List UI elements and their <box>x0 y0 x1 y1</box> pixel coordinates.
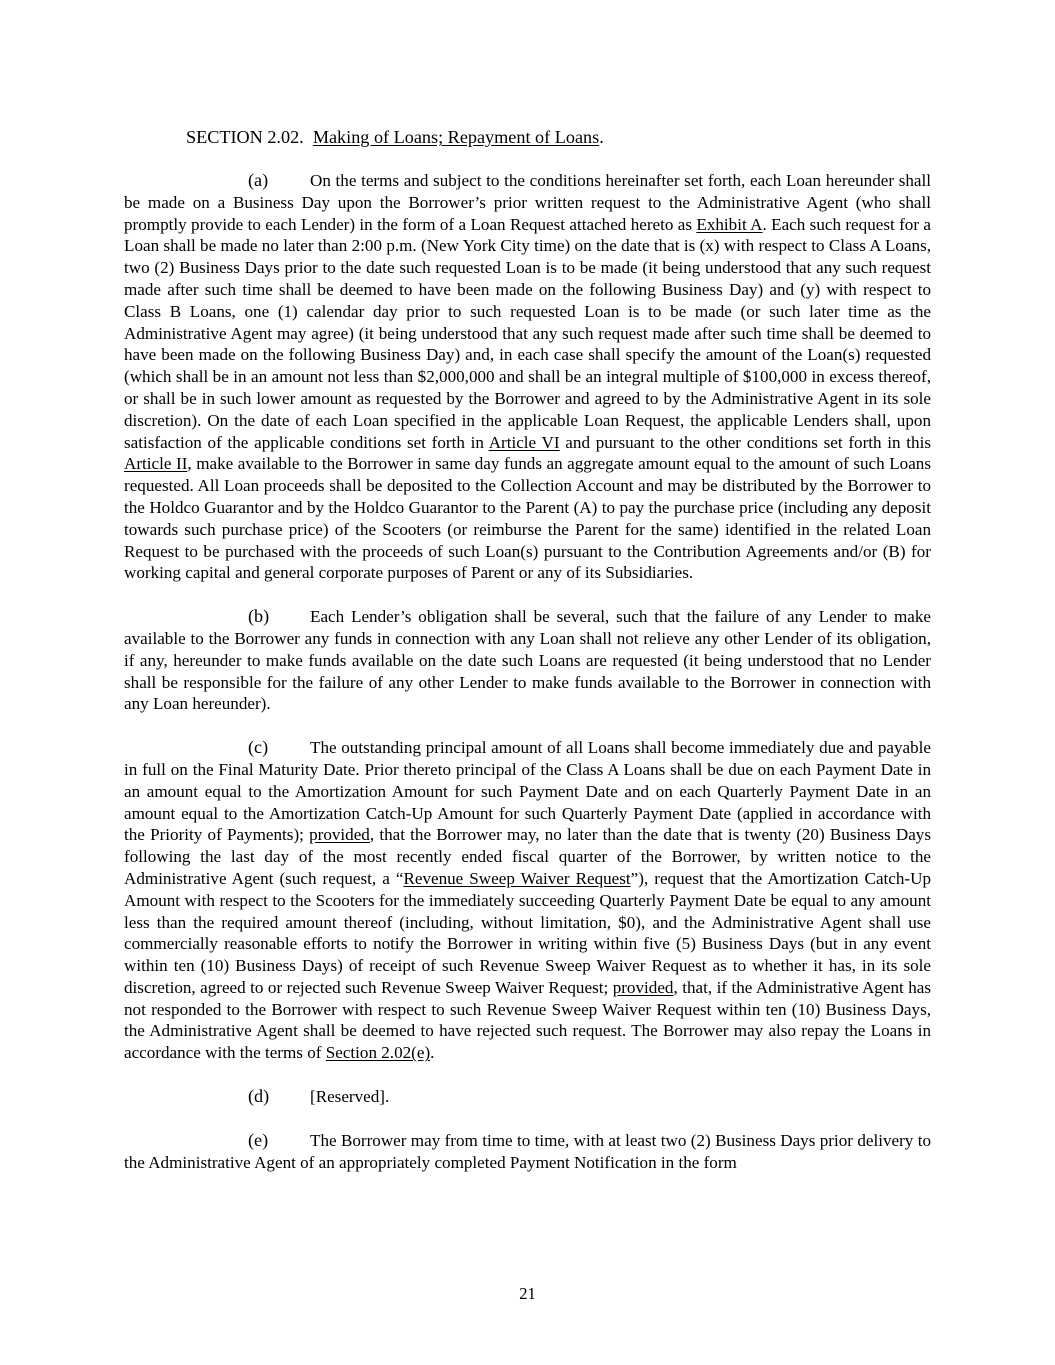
paragraph-label-a: (a) <box>248 170 269 190</box>
page-number: 21 <box>519 1284 536 1303</box>
paragraph-d: (d) [Reserved]. <box>248 1086 390 1107</box>
section-heading: SECTION 2.02. Making of Loans; Repayment of Loans. <box>186 127 604 147</box>
paragraph-c: (c) The outstanding principal amount of all Loans shall become immediately due and payable in full on the Final Maturity Date. Prior thereto principal of the Class A Loans shall be due on each Payment Date in an amount equal to the Amortization Amount for such Payment Date and on each Quarterly Payment Date in an amount equal to the Amortization Catch-Up Amount for such Quarterly Payment Date (applied in accordance with the Priority of Payments); provided, that the Borrower may, no later than the date that is twenty (20) Business Days following the last day of the most recently ended fiscal quarter of the Borrower, by written notice to the Administrative Agent (such request, a “Revenue Sweep Waiver Request”), request that the Amortization Catch-Up Amount with respect to the Scooters for the immediately succeeding Quarterly Payment Date be equal to any amount less than the required amount thereof (including, without limitation, $0), and the Administrative Agent shall use commercially reasonable efforts to notify the Borrower in writing within five (5) Business Days (but in any event within ten (10) Business Days) of receipt of such Revenue Sweep Waiver Request as to whether it has, in its sole discretion, agreed to or rejected such Revenue Sweep Waiver Request; provided, that, if the Administrative Agent has not responded to the Borrower with respect to such Revenue Sweep Waiver Request within ten (10) Business Days, the Administrative Agent shall be deemed to have rejected such request. The Borrower may also repay the Loans in accordance with the terms of Section 2.02(e). <box>124 737 931 1063</box>
paragraph-a: (a) On the terms and subject to the conditions hereinafter set forth, each Loan hereunder shall be made on a Business Day upon the Borrower’s prior written request to the Administrative Agent (who shall promptly provide to each Lender) in the form of a Loan Request attached hereto as Exhibit A. Each such request for a Loan shall be made no later than 2:00 p.m. (New York City time) on the date that is (x) with respect to Class A Loans, two (2) Business Days prior to the date such requested Loan is to be made (it being understood that any such request made after such time shall be deemed to have been made on the following Business Day) and (y) with respect to Class B Loans, one (1) calendar day prior to such requested Loan is to be made (or such later time as the Administrative Agent may agree) (it being understood that any such request made after such time shall be deemed to have been made on the following Business Day) and, in each case shall specify the amount of the Loan(s) requested (which shall be in an amount not less than $2,000,000 and shall be an integral multiple of $100,000 in excess thereof, or shall be in such lower amount as requested by the Borrower and agreed to by the Administrative Agent in its sole discretion). On the date of each Loan specified in the applicable Loan Request, the applicable Lenders shall, upon satisfaction of the applicable conditions set forth in Article VI and pursuant to the other conditions set forth in this Article II, make available to the Borrower in same day funds an aggregate amount equal to the amount of such Loans requested. All Loan proceeds shall be deposited to the Collection Account and may be distributed by the Borrower to the Holdco Guarantor and by the Holdco Guarantor to the Parent (A) to pay the purchase price (including any deposit towards such purchase price) of the Scooters (or reimburse the Parent for the same) identified in the related Loan Request to be purchased with the proceeds of such Loan(s) pursuant to the Contribution Agreements and/or (B) for working capital and general corporate purposes of Parent or any of its Subsidiaries. <box>124 170 931 583</box>
article-ii-reference: Article II <box>124 454 188 474</box>
section-2-02-e-reference: Section 2.02(e) <box>325 1043 431 1063</box>
document-page <box>124 126 931 1195</box>
paragraph-b: (b) Each Lender’s obligation shall be several, such that the failure of any Lender to make available to the Borrower any funds in connection with any Loan shall not relieve any other Lender of its obligation, if any, hereunder to make funds available on the date such Loans are requested (it being understood that no Lender shall be responsible for the failure of any other Lender to make funds available to the Borrower in connection with any Loan hereunder). <box>124 606 931 714</box>
section-title: Making of Loans; Repayment of Loans <box>312 127 600 147</box>
revenue-sweep-waiver-request-term: Revenue Sweep Waiver Request <box>403 868 631 888</box>
paragraph-e: (e) The Borrower may from time to time, with at least two (2) Business Days prior delivery to the Administrative Agent of an appropriately completed Payment Notification in the form <box>124 1129 931 1172</box>
paragraph-label-d: (d) <box>248 1086 270 1107</box>
exhibit-a-reference: Exhibit A <box>696 214 763 234</box>
paragraph-label-e: (e) <box>248 1129 269 1150</box>
paragraph-label-c: (c) <box>248 737 269 758</box>
provided-term: provided <box>309 825 370 845</box>
article-vi-reference: Article VI <box>488 432 560 452</box>
provided-term: provided <box>612 977 674 997</box>
section-number: SECTION 2.02. <box>186 127 304 147</box>
paragraph-label-b: (b) <box>248 606 270 627</box>
